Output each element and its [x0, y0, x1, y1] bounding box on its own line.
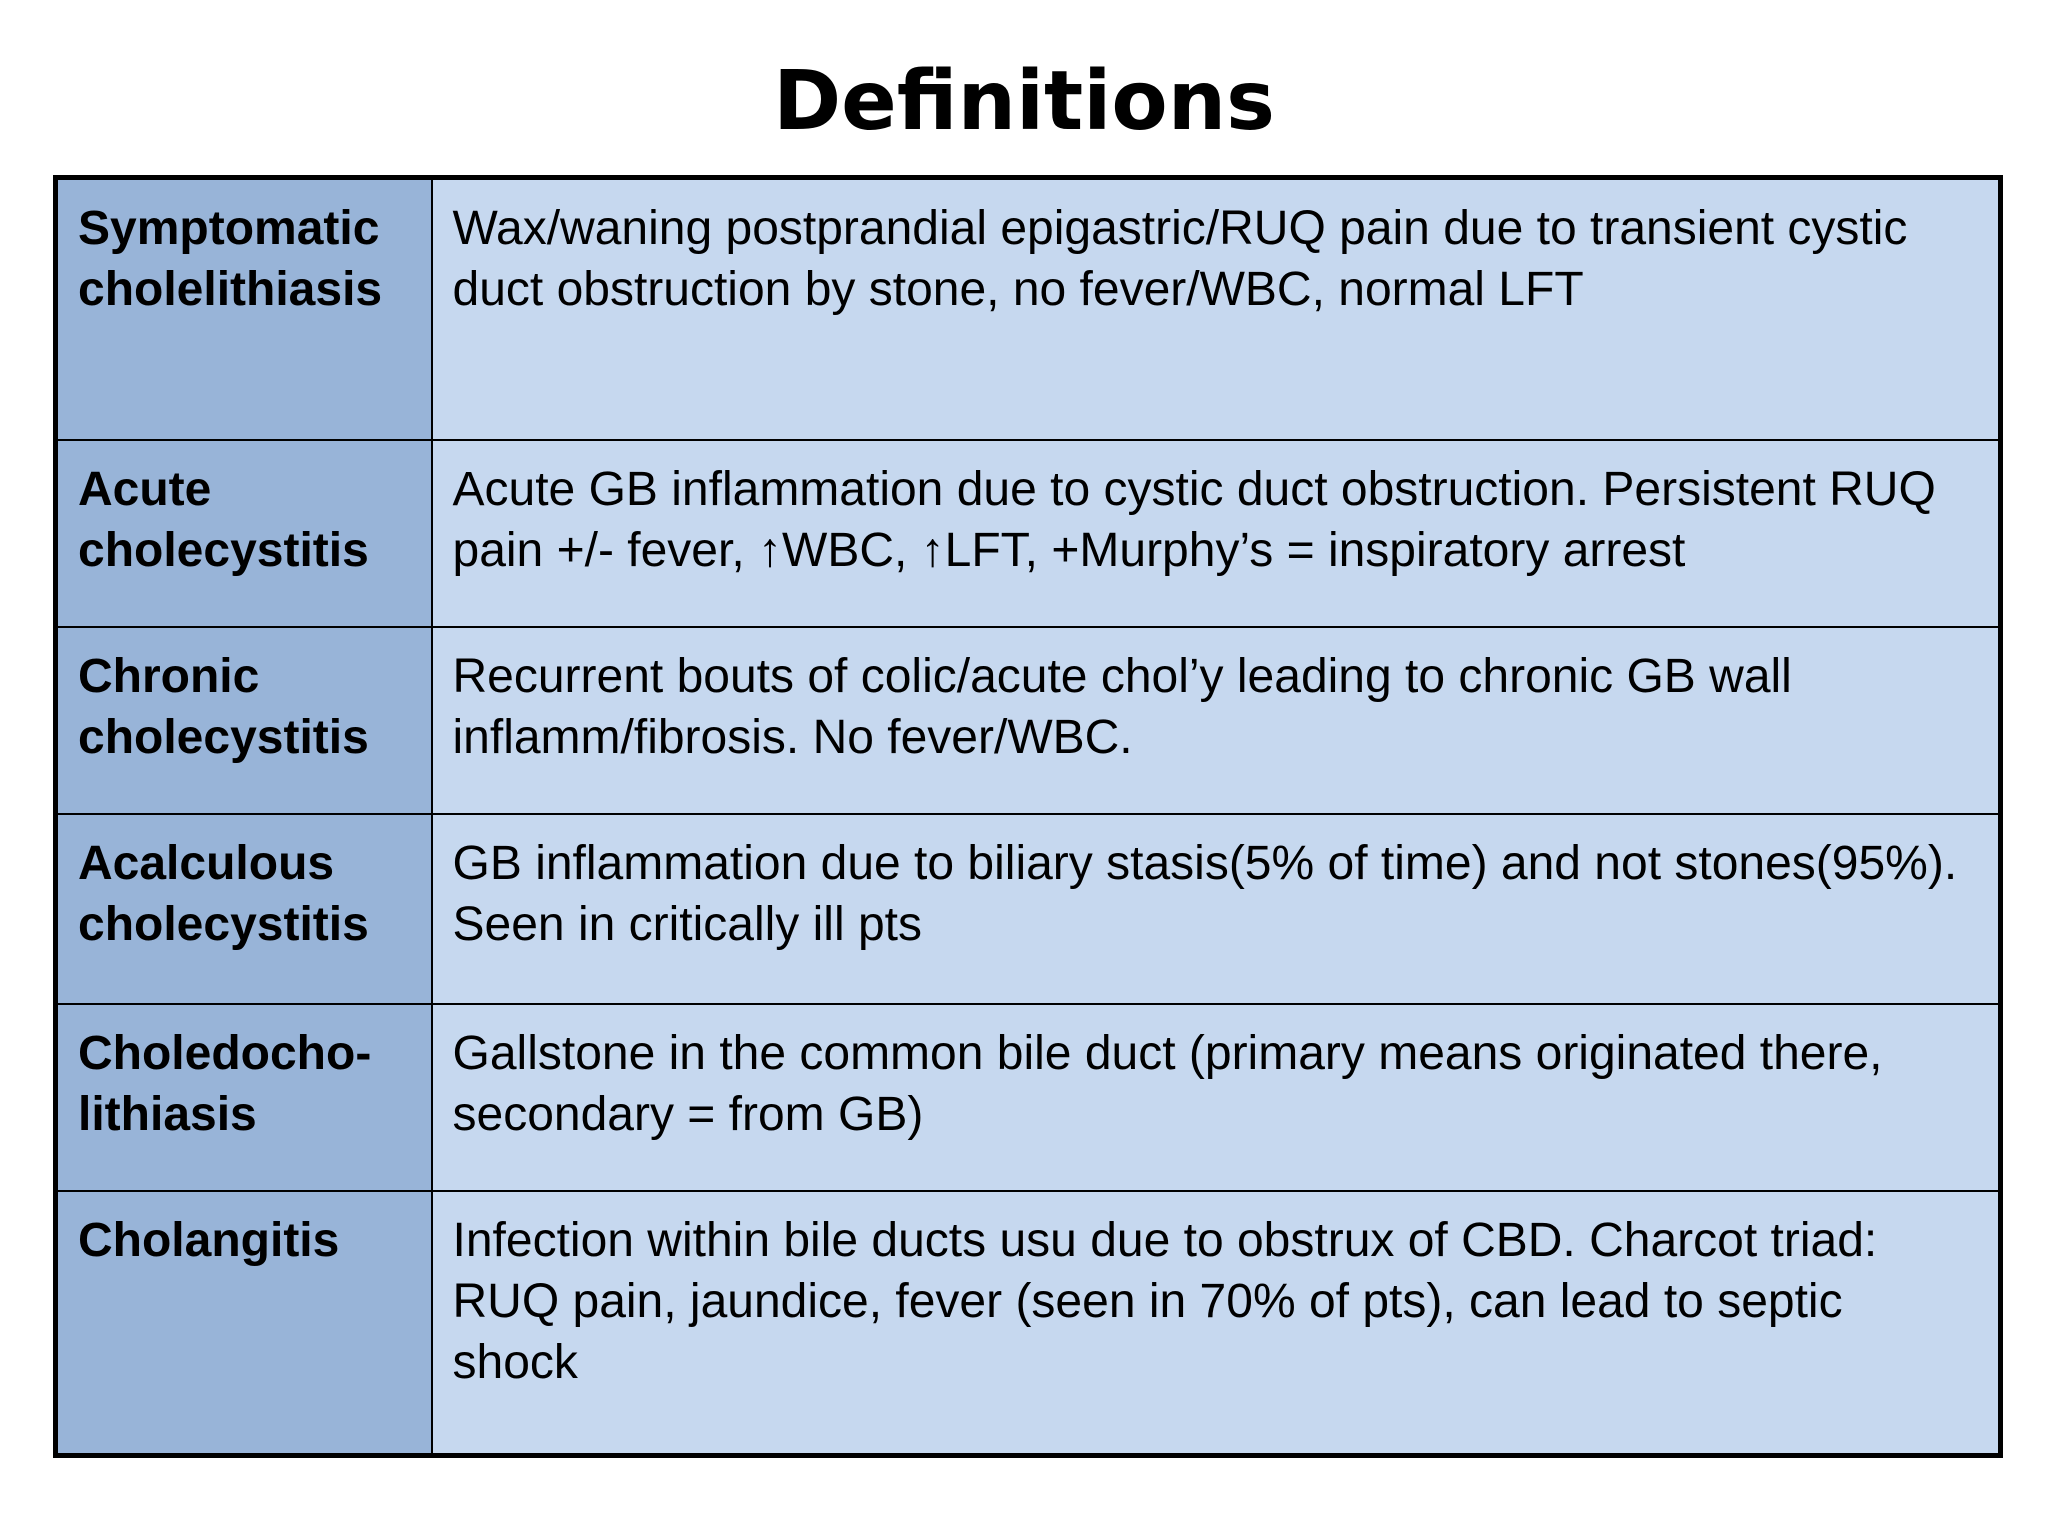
- definition-cell: [432, 627, 2001, 814]
- term-cell: [56, 1004, 432, 1191]
- table-row: [56, 440, 2001, 627]
- term-cell: [56, 814, 432, 1004]
- term-label: Acalculous cholecystitis: [78, 836, 369, 951]
- definition-text: Wax/waning postprandial epigastric/RUQ pain due to transient cystic duct obstruction by stone, no fever/WBC, normal LFT: [452, 202, 1908, 316]
- table-row: [56, 1191, 2001, 1455]
- term-cell: [56, 440, 432, 627]
- table-row: [56, 627, 2001, 814]
- table-row: [56, 178, 2001, 440]
- definition-cell: [432, 1191, 2001, 1455]
- definition-text: Recurrent bouts of colic/acute chol’y leading to chronic GB wall inflamm/fibrosis. No fever/WBC.: [452, 649, 1792, 764]
- term-cell: [56, 178, 432, 440]
- slide-title: Definitions: [773, 54, 1275, 149]
- definition-text: Infection within bile ducts usu due to obstrux of CBD. Charcot triad: RUQ pain, jaundice, fever (seen in 70% of pts), can lead to septic shock: [452, 1214, 1878, 1390]
- term-label: Symptomatic cholelithiasis: [78, 202, 383, 316]
- table-row: [56, 1004, 2001, 1191]
- term-label: Cholangitis: [78, 1214, 340, 1268]
- definition-text: Acute GB inflammation due to cystic duct obstruction. Persistent RUQ pain +/- fever, ↑WBC, ↑LFT, +Murphy’s = inspiratory arrest: [452, 462, 1936, 577]
- table-row: [56, 814, 2001, 1004]
- definition-cell: [432, 814, 2001, 1004]
- definition-cell: [432, 178, 2001, 440]
- definition-text: Gallstone in the common bile duct (primary means originated there, secondary = from GB): [452, 1027, 1883, 1142]
- definition-cell: [432, 1004, 2001, 1191]
- definition-text: GB inflammation due to biliary stasis(5% of time) and not stones(95%). Seen in critically ill pts: [452, 836, 1958, 951]
- term-label: Acute cholecystitis: [78, 462, 369, 577]
- term-cell: [56, 1191, 432, 1455]
- definitions-table: [53, 175, 2003, 1458]
- term-label: Choledocho- lithiasis: [78, 1027, 372, 1142]
- term-label: Chronic cholecystitis: [78, 649, 369, 764]
- term-cell: [56, 627, 432, 814]
- definition-cell: [432, 440, 2001, 627]
